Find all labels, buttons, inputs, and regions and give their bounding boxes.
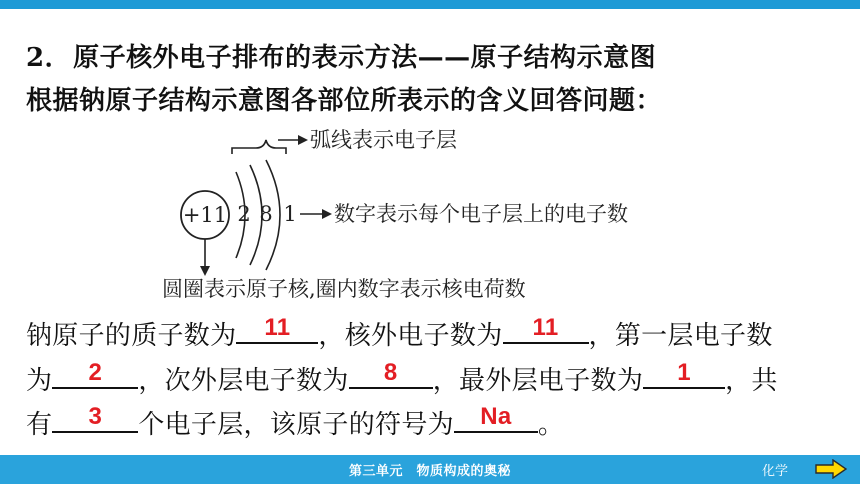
- answer-first-shell: 2: [88, 359, 103, 386]
- section-heading: [26, 43, 656, 73]
- question-line-1: [26, 314, 773, 352]
- subject-label: 化学: [762, 464, 789, 479]
- unit-title: 第三单元 物质构成的奥秘: [348, 464, 511, 479]
- shell-number-3: 1: [283, 202, 297, 226]
- nucleus-annotation: 圆圈表示原子核,圈内数字表示核电荷数: [162, 277, 526, 301]
- answer-blank-first-shell[interactable]: [52, 359, 138, 389]
- question-line-3: [26, 403, 564, 441]
- right-arrow-icon: [815, 459, 847, 479]
- question-text: 有: [26, 410, 53, 440]
- numbers-annotation: 数字表示每个电子层上的电子数: [334, 202, 628, 226]
- nucleus-label: +11: [182, 203, 228, 227]
- answer-blank-symbol[interactable]: [454, 403, 538, 433]
- answer-second-shell: 8: [383, 359, 398, 386]
- section-title: 原子核外电子排布的表示方法——原子结构示意图: [73, 43, 657, 73]
- question-text: ，共: [725, 366, 778, 396]
- question-text: 个电子层，该原子的符号为: [138, 410, 454, 440]
- question-text: 。: [537, 410, 565, 440]
- answer-blank-electron[interactable]: [503, 314, 589, 344]
- question-text: 为: [26, 366, 53, 396]
- shell-number-1: 2: [237, 202, 251, 226]
- nucleus-annotation-arrowhead: [200, 266, 210, 276]
- answer-blank-shell-count[interactable]: [52, 403, 138, 433]
- question-text: ，核外电子数为: [318, 321, 503, 351]
- question-text: ，最外层电子数为: [432, 366, 644, 396]
- question-text: 钠原子的质子数为: [26, 321, 237, 351]
- answer-blank-second-shell[interactable]: [349, 359, 433, 389]
- atomic-structure-diagram: [150, 120, 730, 305]
- instruction-text: 根据钠原子结构示意图各部位所表示的含义回答问题：: [26, 86, 663, 116]
- answer-shell-count: 3: [88, 403, 103, 430]
- answer-proton-count: 11: [264, 314, 291, 341]
- footer-bar: [0, 455, 860, 484]
- shell-bracket: [232, 140, 286, 154]
- shell-number-2: 8: [259, 202, 273, 226]
- arc-annotation: 弧线表示电子层: [310, 128, 457, 152]
- arc-annotation-arrowhead: [298, 135, 308, 145]
- top-accent-bar: [0, 0, 860, 9]
- answer-electron-count: 11: [532, 314, 559, 341]
- question-text: ，第一层电子数: [588, 321, 773, 351]
- answer-symbol: Na: [480, 403, 512, 430]
- answer-blank-proton[interactable]: [236, 314, 318, 344]
- question-text: ，次外层电子数为: [138, 366, 349, 396]
- numbers-annotation-arrowhead: [322, 209, 332, 219]
- answer-blank-outer-shell[interactable]: [643, 359, 725, 389]
- section-number: 2．: [26, 43, 72, 73]
- next-slide-button[interactable]: [815, 459, 847, 479]
- question-line-2: [26, 359, 778, 397]
- answer-outer-shell: 1: [677, 359, 691, 386]
